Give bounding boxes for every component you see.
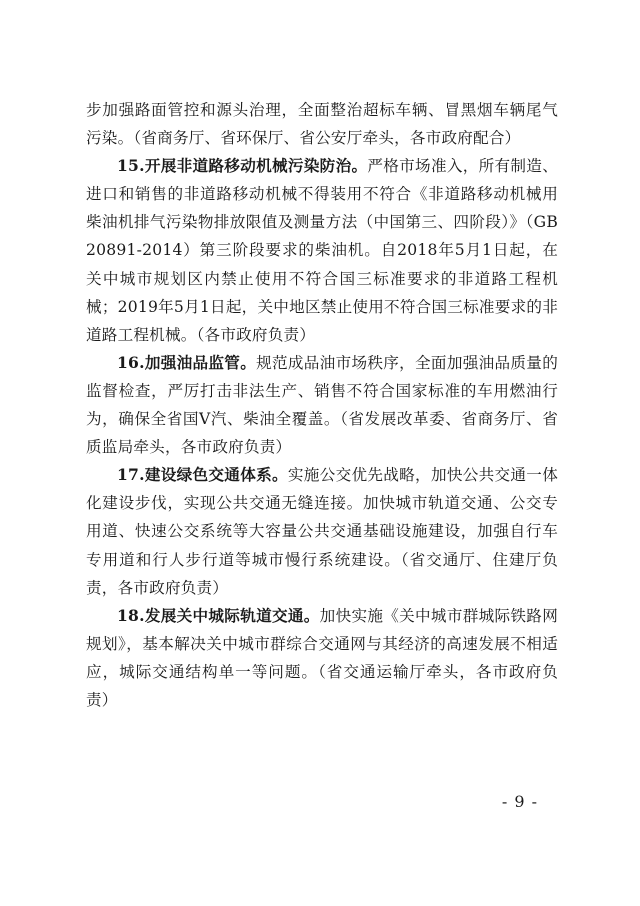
paragraph-heading: 16.加强油品监管。 bbox=[117, 352, 257, 372]
paragraph-item-18 bbox=[86, 602, 558, 714]
paragraph-body: 步加强路面管控和源头治理，全面整治超标车辆、冒黑烟车辆尾气污染。（省商务厅、省环保厅、省公安厅牵头，各市政府配合） bbox=[86, 101, 558, 148]
paragraph-body: 加快实施《关中城市群城际铁路网规划》，基本解决关中城市群综合交通网与其经济的高速发展不相适应，城际交通结构单一等问题。（省交通运输厅牵头，各市政府负责） bbox=[86, 606, 558, 709]
paragraph-item-15 bbox=[86, 152, 558, 349]
paragraph-heading: 15.开展非道路移动机械污染防治。 bbox=[117, 156, 368, 176]
document-body bbox=[86, 96, 558, 714]
paragraph-body: 严格市场准入，所有制造、进口和销售的非道路移动机械不得装用不符合《非道路移动机械用柴油机排气污染物排放限值及测量方法（中国第三、四阶段）》（GB20891-2014）第三阶段要求的柴油机。自2018年5月1日起，在关中城市规划区内禁止使用不符合国三标准要求的非道路工程机械；2019年5月1日起，关中地区禁止使用不符合国三标准要求的非道路工程机械。（各市政府负责） bbox=[86, 157, 558, 344]
paragraph-item-16 bbox=[86, 349, 558, 461]
paragraph-continued bbox=[86, 96, 558, 152]
paragraph-heading: 17.建设绿色交通体系。 bbox=[117, 465, 288, 485]
page-number: - 9 - bbox=[501, 792, 539, 811]
paragraph-item-17 bbox=[86, 461, 558, 601]
paragraph-heading: 18.发展关中城际轨道交通。 bbox=[117, 605, 320, 625]
paragraph-body: 实施公交优先战略，加快公共交通一体化建设步伐，实现公共交通无缝连接。加快城市轨道交通、公交专用道、快速公交系统等大容量公共交通基础设施建设，加强自行车专用道和行人步行道等城市慢行系统建设。（省交通厅、住建厅负责，各市政府负责） bbox=[86, 466, 559, 597]
paragraph-body: 规范成品油市场秩序，全面加强油品质量的监督检查，严厉打击非法生产、销售不符合国家标准的车用燃油行为，确保全省国Ⅴ汽、柴油全覆盖。（省发展改革委、省商务厅、省质监局牵头，各市政府负责） bbox=[86, 353, 558, 457]
